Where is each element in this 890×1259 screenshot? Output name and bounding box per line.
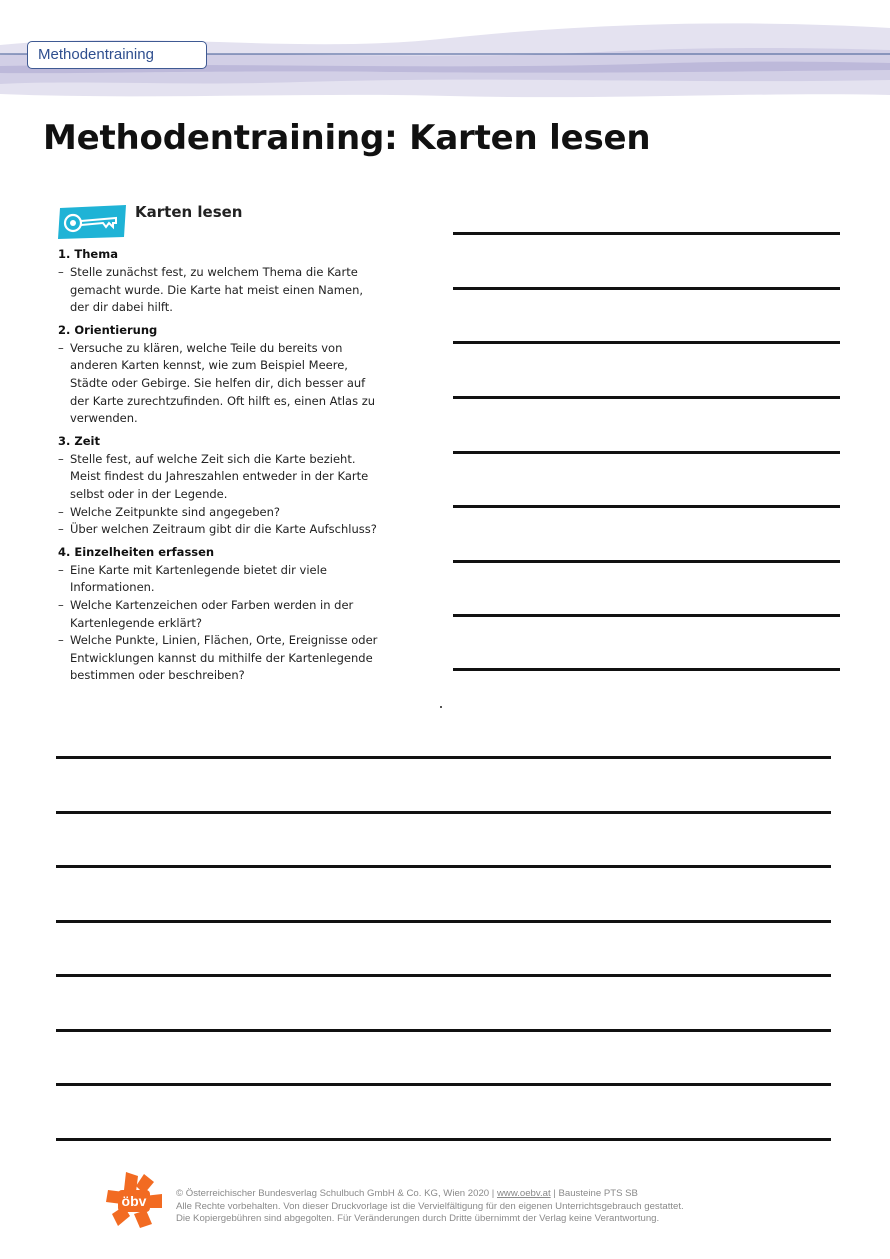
writing-line-right-1 [453, 232, 840, 235]
section-einzelheiten [58, 545, 378, 685]
method-sections [58, 247, 378, 691]
footer-line-3: Die Kopiergebühren sind abgegolten. Für Veränderungen durch Dritte übernimmt der Verlag keine Verantwortung. [176, 1213, 660, 1224]
writing-line-full-3 [56, 865, 831, 868]
header-tab-label: Methodentraining [38, 46, 154, 63]
writing-line-full-7 [56, 1083, 831, 1086]
bullet-item: – Welche Punkte, Linien, Flächen, Orte, Ereignisse oder Entwicklungen kannst du mithilfe der Kartenlegende bestimmen oder beschreiben? [58, 632, 378, 685]
writing-line-right-2 [453, 287, 840, 290]
writing-line-right-7 [453, 560, 840, 563]
writing-line-full-8 [56, 1138, 831, 1141]
footer-line-2: Alle Rechte vorbehalten. Von dieser Druckvorlage ist die Vervielfältigung für den eigenen Unterrichtsgebrauch gestattet. [176, 1200, 684, 1212]
writing-line-full-2 [56, 811, 831, 814]
writing-line-right-3 [453, 341, 840, 344]
writing-line-full-4 [56, 920, 831, 923]
stray-mark [440, 706, 442, 708]
key-icon [58, 205, 128, 239]
bullet-item: – Welche Zeitpunkte sind angegeben? [58, 504, 378, 522]
logo-text: öbv [121, 1193, 147, 1209]
method-box-title: Karten lesen [135, 203, 243, 221]
footer-website-link[interactable]: www.oebv.at [496, 1188, 551, 1199]
writing-line-right-9 [453, 668, 840, 671]
footer-line-1-prefix: © Österreichischer Bundesverlag Schulbuch GmbH & Co. KG, Wien 2020 | [176, 1188, 497, 1199]
footer-copyright [176, 1188, 816, 1226]
writing-line-full-5 [56, 974, 831, 977]
writing-line-right-8 [453, 614, 840, 617]
bullet-item: – Über welchen Zeitraum gibt dir die Karte Aufschluss? [58, 521, 378, 539]
writing-line-full-6 [56, 1029, 831, 1032]
bullet-item: – Stelle fest, auf welche Zeit sich die Karte bezieht. Meist findest du Jahreszahlen entweder in der Karte selbst oder in der Legende. [58, 451, 378, 504]
header-tab [27, 41, 207, 69]
writing-line-right-5 [453, 451, 840, 454]
bullet-item: – Versuche zu klären, welche Teile du bereits von anderen Karten kennst, wie zum Beispiel Meere, Städte oder Gebirge. Sie helfen dir, dich besser auf der Karte zurechtzufinden. Oft hilft es, einen Atlas zu verwenden. [58, 340, 378, 428]
writing-line-right-6 [453, 505, 840, 508]
footer-line-1-suffix: | Bausteine PTS SB [550, 1188, 638, 1199]
writing-line-full-1 [56, 756, 831, 759]
bullet-item: – Eine Karte mit Kartenlegende bietet dir viele Informationen. [58, 562, 378, 597]
writing-line-right-4 [453, 396, 840, 399]
section-heading: 3. Zeit [58, 433, 100, 448]
bullet-item: – Stelle zunächst fest, zu welchem Thema die Karte gemacht wurde. Die Karte hat meist einen Namen, der dir dabei hilft. [58, 264, 378, 317]
oebv-logo [104, 1170, 164, 1230]
section-thema [58, 247, 378, 317]
bullet-item: – Welche Kartenzeichen oder Farben werden in der Kartenlegende erklärt? [58, 597, 378, 632]
section-heading: 1. Thema [58, 247, 118, 261]
section-zeit [58, 434, 378, 539]
page-title: Methodentraining: Karten lesen [43, 118, 651, 158]
footer-line-1 [176, 1188, 816, 1201]
section-heading: 2. Orientierung [58, 322, 158, 337]
section-orientierung [58, 323, 378, 428]
section-heading: 4. Einzelheiten erfassen [58, 544, 215, 559]
